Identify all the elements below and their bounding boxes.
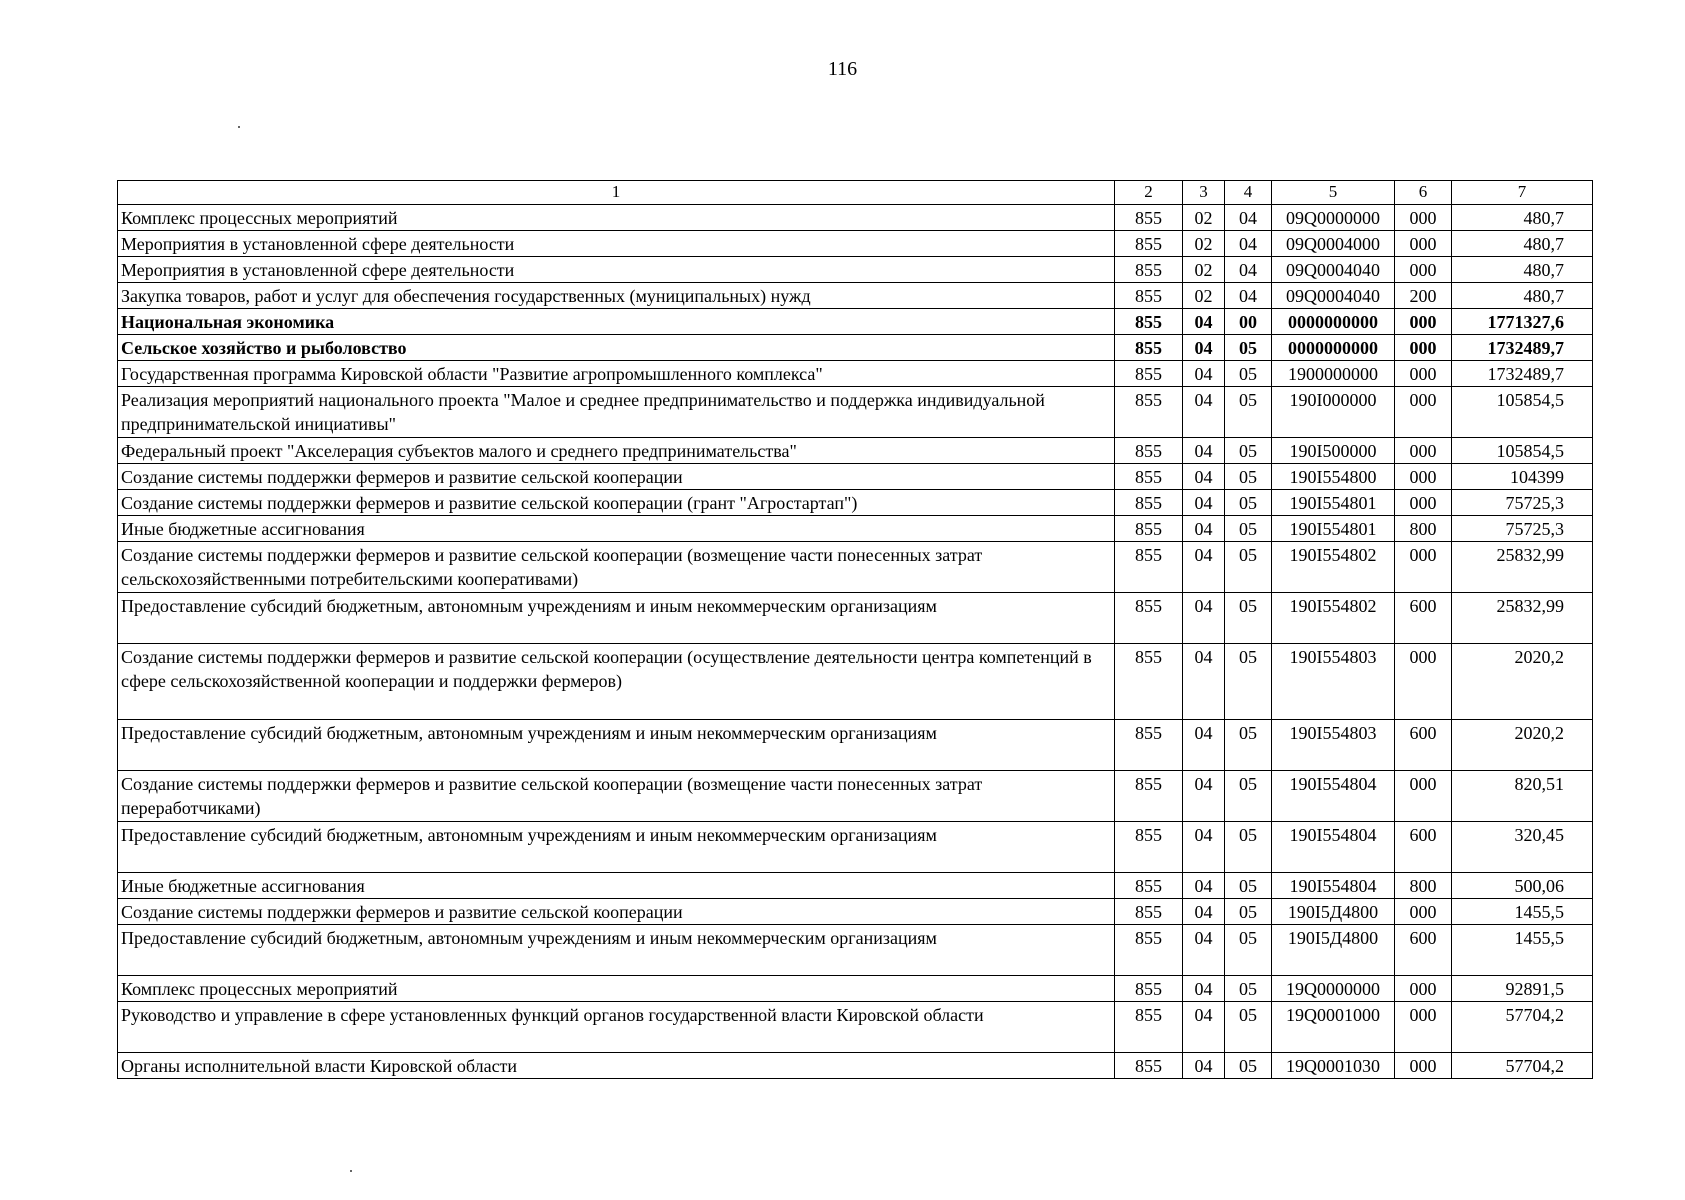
cell-amount: 25832,99 [1452,593,1593,644]
cell-name: Создание системы поддержки фермеров и развитие сельской кооперации (возмещение части понесенных затрат сельскохозяйственными потребительскими кооперативами) [118,542,1115,593]
cell-name: Иные бюджетные ассигнования [118,873,1115,899]
cell-target-article: 190I500000 [1272,438,1395,464]
table-row [118,976,1593,1002]
cell-expense-type: 000 [1395,205,1452,231]
cell-subsection: 05 [1225,542,1272,593]
page-number: 116 [827,58,858,80]
cell-section: 04 [1183,516,1225,542]
cell-subsection: 05 [1225,361,1272,387]
cell-name: Предоставление субсидий бюджетным, автономным учреждениям и иным некоммерческим организациям [118,720,1115,771]
cell-subsection: 05 [1225,822,1272,873]
cell-amount: 57704,2 [1452,1053,1593,1079]
cell-expense-type: 000 [1395,542,1452,593]
cell-ministry-code: 855 [1115,387,1183,438]
cell-section: 04 [1183,925,1225,976]
table-row [118,1002,1593,1053]
cell-name: Иные бюджетные ассигнования [118,516,1115,542]
table-row [118,490,1593,516]
cell-subsection: 05 [1225,438,1272,464]
cell-ministry-code: 855 [1115,822,1183,873]
cell-ministry-code: 855 [1115,771,1183,822]
cell-section: 04 [1183,335,1225,361]
cell-target-article: 190I000000 [1272,387,1395,438]
table-row [118,257,1593,283]
cell-subsection: 05 [1225,464,1272,490]
cell-name: Сельское хозяйство и рыболовство [118,335,1115,361]
cell-expense-type: 000 [1395,387,1452,438]
cell-ministry-code: 855 [1115,542,1183,593]
cell-subsection: 05 [1225,976,1272,1002]
budget-table [117,180,1593,1079]
cell-target-article: 09Q0000000 [1272,205,1395,231]
cell-subsection: 04 [1225,205,1272,231]
cell-ministry-code: 855 [1115,925,1183,976]
table-row [118,335,1593,361]
cell-section: 02 [1183,283,1225,309]
cell-target-article: 19Q0000000 [1272,976,1395,1002]
cell-name: Мероприятия в установленной сфере деятельности [118,257,1115,283]
cell-name: Предоставление субсидий бюджетным, автономным учреждениям и иным некоммерческим организациям [118,593,1115,644]
header-col-1: 1 [118,181,1115,205]
table-row [118,309,1593,335]
cell-target-article: 190I554802 [1272,542,1395,593]
cell-amount: 2020,2 [1452,720,1593,771]
cell-name: Государственная программа Кировской области "Развитие агропромышленного комплекса" [118,361,1115,387]
header-col-7: 7 [1452,181,1593,205]
cell-expense-type: 000 [1395,1053,1452,1079]
table-row [118,283,1593,309]
cell-ministry-code: 855 [1115,205,1183,231]
cell-expense-type: 000 [1395,899,1452,925]
cell-section: 04 [1183,771,1225,822]
cell-name: Руководство и управление в сфере установленных функций органов государственной власти Кировской области [118,1002,1115,1053]
cell-subsection: 00 [1225,309,1272,335]
cell-target-article: 190I554803 [1272,644,1395,720]
cell-target-article: 190I554804 [1272,771,1395,822]
cell-section: 04 [1183,899,1225,925]
cell-section: 04 [1183,873,1225,899]
cell-ministry-code: 855 [1115,231,1183,257]
cell-amount: 104399 [1452,464,1593,490]
cell-amount: 1455,5 [1452,899,1593,925]
cell-ministry-code: 855 [1115,873,1183,899]
scan-speck [238,126,240,128]
cell-target-article: 19Q0001000 [1272,1002,1395,1053]
cell-section: 04 [1183,438,1225,464]
cell-target-article: 1900000000 [1272,361,1395,387]
cell-section: 04 [1183,1002,1225,1053]
cell-amount: 105854,5 [1452,387,1593,438]
cell-section: 04 [1183,720,1225,771]
cell-subsection: 05 [1225,925,1272,976]
cell-subsection: 05 [1225,873,1272,899]
table-row [118,387,1593,438]
cell-ministry-code: 855 [1115,516,1183,542]
cell-name: Закупка товаров, работ и услуг для обеспечения государственных (муниципальных) нужд [118,283,1115,309]
cell-subsection: 05 [1225,899,1272,925]
cell-expense-type: 800 [1395,516,1452,542]
table-row [118,205,1593,231]
table-row [118,438,1593,464]
cell-subsection: 05 [1225,720,1272,771]
cell-section: 04 [1183,542,1225,593]
cell-expense-type: 600 [1395,822,1452,873]
table-row [118,231,1593,257]
cell-expense-type: 000 [1395,231,1452,257]
cell-amount: 500,06 [1452,873,1593,899]
cell-target-article: 0000000000 [1272,335,1395,361]
header-col-3: 3 [1183,181,1225,205]
table-row [118,593,1593,644]
cell-subsection: 05 [1225,490,1272,516]
cell-expense-type: 600 [1395,593,1452,644]
cell-target-article: 190I554804 [1272,873,1395,899]
cell-ministry-code: 855 [1115,1002,1183,1053]
cell-ministry-code: 855 [1115,644,1183,720]
cell-name: Создание системы поддержки фермеров и развитие сельской кооперации (возмещение части понесенных затрат переработчиками) [118,771,1115,822]
cell-ministry-code: 855 [1115,593,1183,644]
cell-ministry-code: 855 [1115,283,1183,309]
header-col-5: 5 [1272,181,1395,205]
cell-target-article: 190I554801 [1272,490,1395,516]
cell-name: Создание системы поддержки фермеров и развитие сельской кооперации [118,899,1115,925]
cell-section: 04 [1183,387,1225,438]
cell-section: 04 [1183,361,1225,387]
table-row [118,925,1593,976]
cell-section: 02 [1183,257,1225,283]
cell-subsection: 05 [1225,387,1272,438]
cell-name: Предоставление субсидий бюджетным, автономным учреждениям и иным некоммерческим организациям [118,822,1115,873]
cell-name: Создание системы поддержки фермеров и развитие сельской кооперации [118,464,1115,490]
cell-name: Органы исполнительной власти Кировской области [118,1053,1115,1079]
cell-name: Национальная экономика [118,309,1115,335]
cell-amount: 57704,2 [1452,1002,1593,1053]
cell-target-article: 0000000000 [1272,309,1395,335]
cell-expense-type: 000 [1395,771,1452,822]
cell-amount: 1455,5 [1452,925,1593,976]
cell-expense-type: 000 [1395,309,1452,335]
cell-expense-type: 000 [1395,490,1452,516]
header-col-4: 4 [1225,181,1272,205]
cell-subsection: 05 [1225,516,1272,542]
table-row [118,361,1593,387]
cell-name: Создание системы поддержки фермеров и развитие сельской кооперации (осуществление деятельности центра компетенций в сфере сельскохозяйственной кооперации и поддержки фермеров) [118,644,1115,720]
cell-expense-type: 000 [1395,464,1452,490]
cell-expense-type: 800 [1395,873,1452,899]
cell-ministry-code: 855 [1115,438,1183,464]
table-body [118,205,1593,1079]
cell-target-article: 190I554803 [1272,720,1395,771]
cell-expense-type: 000 [1395,438,1452,464]
cell-section: 04 [1183,976,1225,1002]
cell-amount: 1771327,6 [1452,309,1593,335]
table-row [118,1053,1593,1079]
cell-ministry-code: 855 [1115,1053,1183,1079]
cell-target-article: 09Q0004040 [1272,257,1395,283]
cell-amount: 1732489,7 [1452,361,1593,387]
cell-expense-type: 000 [1395,1002,1452,1053]
cell-target-article: 190I554801 [1272,516,1395,542]
cell-name: Комплекс процессных мероприятий [118,976,1115,1002]
cell-ministry-code: 855 [1115,899,1183,925]
table-row [118,542,1593,593]
cell-target-article: 09Q0004040 [1272,283,1395,309]
cell-section: 02 [1183,205,1225,231]
cell-section: 02 [1183,231,1225,257]
cell-target-article: 190I554800 [1272,464,1395,490]
cell-ministry-code: 855 [1115,361,1183,387]
cell-amount: 2020,2 [1452,644,1593,720]
table-row [118,822,1593,873]
cell-expense-type: 000 [1395,976,1452,1002]
cell-subsection: 05 [1225,593,1272,644]
header-col-2: 2 [1115,181,1183,205]
cell-section: 04 [1183,822,1225,873]
cell-target-article: 09Q0004000 [1272,231,1395,257]
cell-section: 04 [1183,490,1225,516]
cell-amount: 92891,5 [1452,976,1593,1002]
cell-expense-type: 000 [1395,335,1452,361]
cell-amount: 480,7 [1452,283,1593,309]
cell-target-article: 190I554802 [1272,593,1395,644]
cell-amount: 320,45 [1452,822,1593,873]
cell-target-article: 190I5Д4800 [1272,925,1395,976]
cell-expense-type: 600 [1395,720,1452,771]
table-row [118,771,1593,822]
cell-amount: 480,7 [1452,205,1593,231]
cell-amount: 1732489,7 [1452,335,1593,361]
cell-subsection: 04 [1225,257,1272,283]
cell-target-article: 190I5Д4800 [1272,899,1395,925]
cell-name: Комплекс процессных мероприятий [118,205,1115,231]
cell-amount: 480,7 [1452,257,1593,283]
header-row [118,181,1593,205]
cell-subsection: 05 [1225,644,1272,720]
cell-subsection: 05 [1225,771,1272,822]
cell-ministry-code: 855 [1115,257,1183,283]
cell-ministry-code: 855 [1115,309,1183,335]
cell-subsection: 04 [1225,283,1272,309]
cell-subsection: 05 [1225,1002,1272,1053]
cell-amount: 25832,99 [1452,542,1593,593]
cell-expense-type: 600 [1395,925,1452,976]
cell-amount: 75725,3 [1452,490,1593,516]
cell-subsection: 05 [1225,335,1272,361]
header-col-6: 6 [1395,181,1452,205]
cell-amount: 480,7 [1452,231,1593,257]
table-row [118,720,1593,771]
cell-section: 04 [1183,593,1225,644]
table-row [118,516,1593,542]
table-row [118,464,1593,490]
cell-ministry-code: 855 [1115,490,1183,516]
cell-ministry-code: 855 [1115,720,1183,771]
cell-name: Федеральный проект "Акселерация субъектов малого и среднего предпринимательства" [118,438,1115,464]
table-row [118,644,1593,720]
cell-amount: 820,51 [1452,771,1593,822]
cell-subsection: 04 [1225,231,1272,257]
scan-speck [350,1170,352,1172]
cell-name: Мероприятия в установленной сфере деятельности [118,231,1115,257]
cell-amount: 105854,5 [1452,438,1593,464]
cell-name: Создание системы поддержки фермеров и развитие сельской кооперации (грант "Агростартап") [118,490,1115,516]
cell-ministry-code: 855 [1115,335,1183,361]
cell-section: 04 [1183,1053,1225,1079]
cell-name: Предоставление субсидий бюджетным, автономным учреждениям и иным некоммерческим организациям [118,925,1115,976]
cell-target-article: 19Q0001030 [1272,1053,1395,1079]
cell-section: 04 [1183,464,1225,490]
cell-section: 04 [1183,644,1225,720]
cell-ministry-code: 855 [1115,464,1183,490]
cell-target-article: 190I554804 [1272,822,1395,873]
table-row [118,899,1593,925]
cell-amount: 75725,3 [1452,516,1593,542]
cell-expense-type: 000 [1395,257,1452,283]
cell-section: 04 [1183,309,1225,335]
cell-name: Реализация мероприятий национального проекта "Малое и среднее предпринимательство и поддержка индивидуальной предпринимательской инициативы" [118,387,1115,438]
cell-subsection: 05 [1225,1053,1272,1079]
cell-expense-type: 200 [1395,283,1452,309]
cell-expense-type: 000 [1395,644,1452,720]
table-row [118,873,1593,899]
cell-ministry-code: 855 [1115,976,1183,1002]
cell-expense-type: 000 [1395,361,1452,387]
